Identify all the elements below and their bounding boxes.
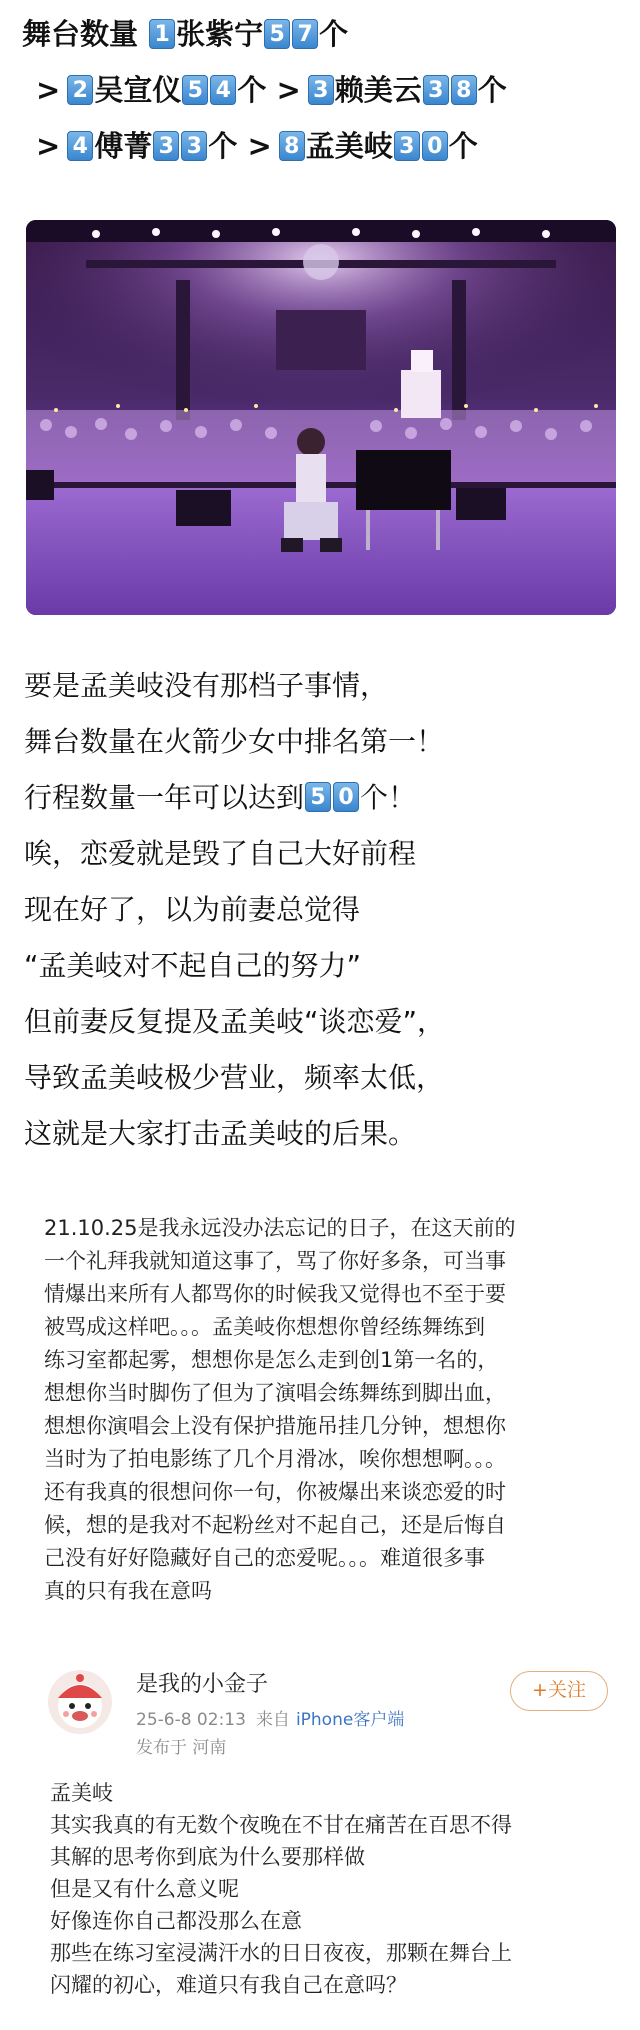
count-digit-badge: 5 (182, 75, 208, 105)
body-line: 舞台数量在火箭少女中排名第一！ (24, 725, 445, 758)
quote-line: 被骂成这样吧。。。孟美岐你想想你曾经练舞练到 (44, 1315, 485, 1339)
count-digit-badge: 5 (264, 19, 290, 49)
concert-stage-photo[interactable] (26, 220, 616, 615)
body-text-fragment: 行程数量一年可以达到 (24, 781, 305, 814)
quote-line: 21.10.25是我永远没办法忘记的日子，在这天前的 (44, 1216, 516, 1240)
member-name: 孟美岐 (305, 129, 393, 163)
comment-line: 闪耀的初心，难道只有我自己在意吗？ (50, 1973, 407, 1997)
concert-photo-illustration (26, 220, 616, 615)
body-line: “孟美岐对不起自己的努力” (24, 949, 362, 982)
source-prefix: 来自 (255, 1710, 290, 1730)
stage-ranking (22, 6, 622, 174)
body-line (24, 770, 624, 826)
comment-timestamp: 25-6-8 02:13 (136, 1710, 246, 1730)
quote-line: 己没有好好隐藏好自己的恋爱呢。。。难道很多事 (44, 1546, 485, 1570)
count-unit: 个 (448, 129, 478, 163)
separator: > (36, 73, 61, 107)
post-body (24, 658, 624, 1162)
separator: > (247, 129, 272, 163)
comment-line: 其解的思考你到底为什么要那样做 (50, 1845, 365, 1869)
comment-location: 发布于 河南 (136, 1738, 227, 1758)
body-line: 但前妻反复提及孟美岐“谈恋爱”， (24, 1005, 446, 1038)
quote-line: 候，想的是我对不起粉丝对不起自己，还是后悔自 (44, 1513, 506, 1537)
ranking-line-3 (22, 118, 622, 174)
rank-number-badge: 4 (67, 131, 93, 161)
digit-badge: 0 (333, 782, 359, 812)
quote-line: 还有我真的很想问你一句，你被爆出来谈恋爱的时 (44, 1480, 506, 1504)
digit-badge: 5 (305, 782, 331, 812)
comment-line: 孟美岐 (50, 1781, 113, 1805)
separator: > (36, 129, 61, 163)
quote-line: 一个礼拜我就知道这事了，骂了你好多条，可当事 (44, 1249, 506, 1273)
rank-number-badge: 8 (279, 131, 305, 161)
quote-line: 当时为了拍电影练了几个月滑冰，唉你想想啊。。。 (44, 1447, 506, 1471)
comment-meta (136, 1705, 404, 1730)
ranking-line-1 (22, 6, 622, 62)
comment-line: 其实我真的有无数个夜晚在不甘在痛苦在百思不得 (50, 1813, 512, 1837)
quote-line: 想想你当时脚伤了但为了演唱会练舞练到脚出血， (44, 1381, 506, 1405)
count-digit-badge: 3 (423, 75, 449, 105)
count-unit: 个 (477, 73, 507, 107)
separator: > (276, 73, 301, 107)
body-line: 要是孟美岐没有那档子事情， (24, 669, 389, 702)
rank-number-badge: 2 (67, 75, 93, 105)
count-digit-badge: 4 (210, 75, 236, 105)
count-digit-badge: 3 (181, 131, 207, 161)
count-digit-badge: 7 (292, 19, 318, 49)
body-line: 唉，恋爱就是毁了自己大好前程 (24, 837, 417, 870)
rank-number-badge: 3 (308, 75, 334, 105)
avatar[interactable] (48, 1670, 112, 1734)
comment-line: 但是又有什么意义呢 (50, 1877, 239, 1901)
member-name: 赖美云 (334, 73, 422, 107)
body-text-fragment: 个！ (360, 781, 417, 814)
member-name: 吴宣仪 (94, 73, 182, 107)
comment-line: 那些在练习室浸满汗水的日日夜夜，那颗在舞台上 (50, 1941, 512, 1965)
count-unit: 个 (237, 73, 267, 107)
count-digit-badge: 0 (422, 131, 448, 161)
quote-line: 真的只有我在意吗 (44, 1579, 212, 1603)
quoted-post-text (44, 1212, 604, 1608)
quote-line: 情爆出来所有人都骂你的时候我又觉得也不至于要 (44, 1282, 506, 1306)
count-digit-badge: 3 (153, 131, 179, 161)
count-unit: 个 (208, 129, 238, 163)
body-line: 现在好了，以为前妻总觉得 (24, 893, 361, 926)
count-digit-badge: 8 (451, 75, 477, 105)
body-line: 导致孟美岐极少营业，频率太低， (24, 1061, 445, 1094)
comment-line: 好像连你自己都没那么在意 (50, 1909, 302, 1933)
comment-body (50, 1777, 610, 2001)
commenter-name[interactable]: 是我的小金子 (136, 1672, 269, 1697)
ranking-line-2 (22, 62, 622, 118)
count-digit-badge: 3 (394, 131, 420, 161)
member-name: 张紫宁 (176, 17, 264, 51)
follow-button[interactable]: +关注 (510, 1671, 608, 1711)
rank-number-badge: 1 (149, 19, 175, 49)
quote-line: 想想你演唱会上没有保护措施吊挂几分钟，想想你 (44, 1414, 506, 1438)
count-unit: 个 (319, 17, 349, 51)
member-name: 傅菁 (94, 129, 153, 163)
ranking-prefix: 舞台数量 (22, 17, 139, 51)
client-link[interactable]: iPhone客户端 (295, 1710, 405, 1730)
quote-line: 练习室都起雾，想想你是怎么走到创1第一名的， (44, 1348, 499, 1372)
body-line: 这就是大家打击孟美岐的后果。 (24, 1117, 417, 1150)
cartoon-avatar-icon (48, 1670, 112, 1734)
